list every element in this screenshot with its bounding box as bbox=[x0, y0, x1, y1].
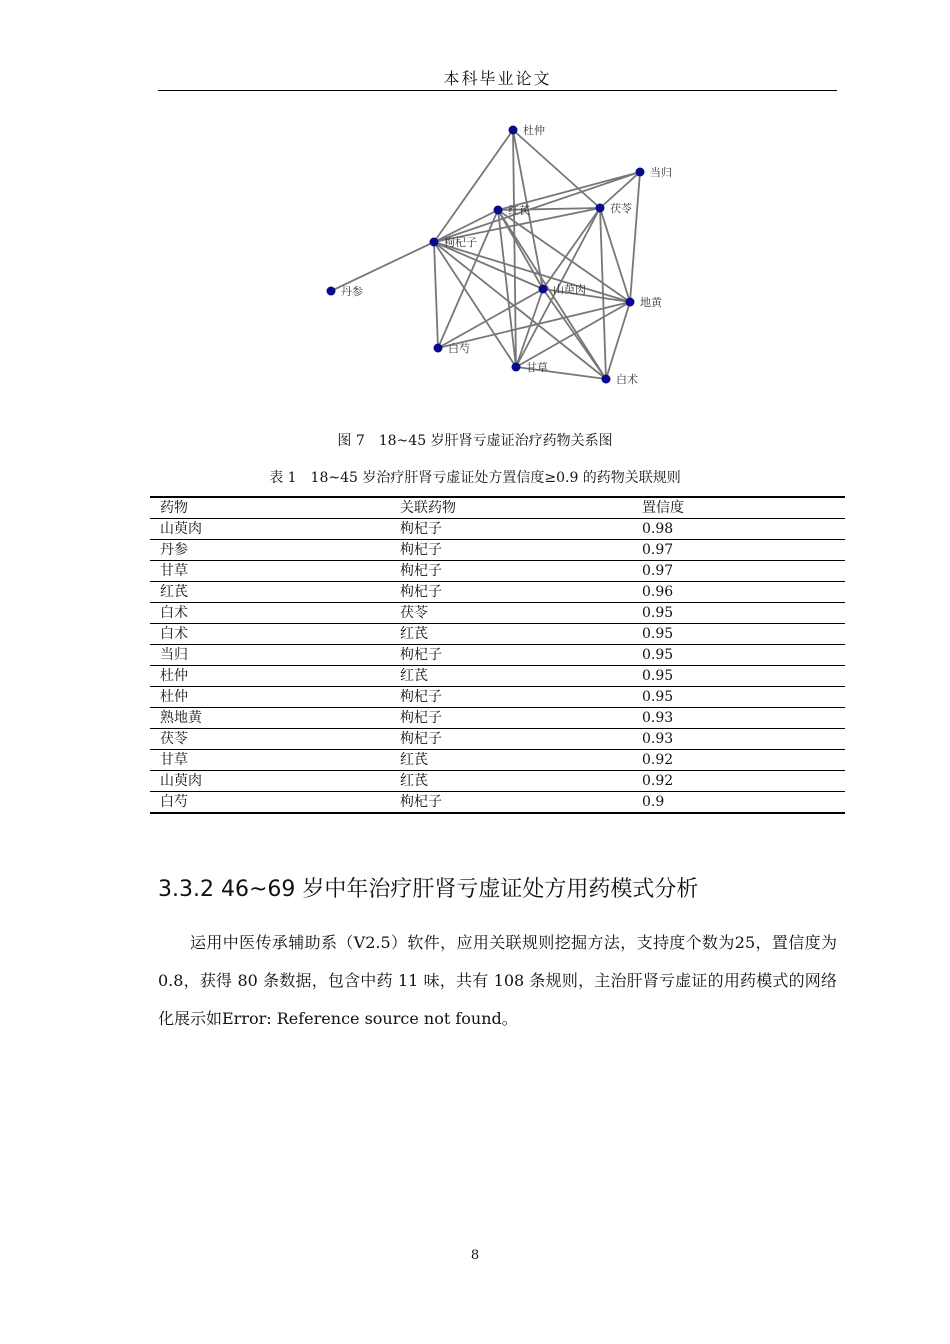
network-edge bbox=[434, 130, 513, 242]
network-node-label: 白芍 bbox=[448, 342, 470, 355]
network-node-label: 地黄 bbox=[640, 296, 662, 309]
table-row bbox=[150, 666, 845, 687]
table-row bbox=[150, 603, 845, 624]
cell-associated-herb: 茯苓 bbox=[390, 603, 632, 624]
cell-associated-herb: 枸杞子 bbox=[390, 708, 632, 729]
cell-herb: 甘草 bbox=[150, 750, 390, 771]
network-node-label: 丹参 bbox=[341, 285, 363, 298]
table-row bbox=[150, 750, 845, 771]
table-body bbox=[150, 519, 845, 814]
network-node bbox=[494, 206, 503, 215]
table-row bbox=[150, 645, 845, 666]
network-node-label: 当归 bbox=[650, 166, 672, 179]
cell-confidence: 0.95 bbox=[632, 666, 845, 687]
cell-confidence: 0.95 bbox=[632, 645, 845, 666]
cell-herb: 白术 bbox=[150, 603, 390, 624]
table-row bbox=[150, 540, 845, 561]
cell-herb: 茯苓 bbox=[150, 729, 390, 750]
table-row bbox=[150, 708, 845, 729]
network-edge bbox=[434, 242, 438, 348]
network-node-label: 甘草 bbox=[526, 361, 548, 374]
cell-associated-herb: 枸杞子 bbox=[390, 687, 632, 708]
cell-confidence: 0.92 bbox=[632, 750, 845, 771]
cell-associated-herb: 枸杞子 bbox=[390, 729, 632, 750]
cell-herb: 甘草 bbox=[150, 561, 390, 582]
table-row bbox=[150, 624, 845, 645]
network-edge bbox=[543, 208, 600, 289]
cell-associated-herb: 红芪 bbox=[390, 624, 632, 645]
network-edge bbox=[600, 208, 630, 302]
section-heading: 3.3.2 46~69 岁中年治疗肝肾亏虚证处方用药模式分析 bbox=[158, 877, 699, 902]
header-associated-herb: 关联药物 bbox=[390, 497, 632, 519]
network-node bbox=[512, 363, 521, 372]
table-row bbox=[150, 561, 845, 582]
table-row bbox=[150, 729, 845, 750]
cell-herb: 熟地黄 bbox=[150, 708, 390, 729]
cell-herb: 丹参 bbox=[150, 540, 390, 561]
cell-confidence: 0.98 bbox=[632, 519, 845, 540]
table-row bbox=[150, 792, 845, 814]
network-node bbox=[430, 238, 439, 247]
network-node-label: 茯苓 bbox=[610, 202, 632, 215]
network-edges bbox=[331, 130, 640, 379]
network-node bbox=[509, 126, 518, 135]
cell-confidence: 0.95 bbox=[632, 624, 845, 645]
network-node bbox=[626, 298, 635, 307]
header-confidence: 置信度 bbox=[632, 497, 845, 519]
cell-confidence: 0.93 bbox=[632, 729, 845, 750]
table-row bbox=[150, 687, 845, 708]
cell-associated-herb: 枸杞子 bbox=[390, 561, 632, 582]
table-header-row bbox=[150, 497, 845, 519]
running-header: 本科毕业论文 bbox=[443, 69, 552, 88]
network-node bbox=[434, 344, 443, 353]
network-edge bbox=[434, 242, 630, 302]
table-caption: 表 1 18~45 岁治疗肝肾亏虚证处方置信度≥0.9 的药物关联规则 bbox=[269, 470, 681, 486]
cell-confidence: 0.9 bbox=[632, 792, 845, 814]
figure-caption: 图 7 18~45 岁肝肾亏虚证治疗药物关系图 bbox=[337, 433, 613, 449]
cell-confidence: 0.97 bbox=[632, 540, 845, 561]
cell-herb: 当归 bbox=[150, 645, 390, 666]
cell-confidence: 0.97 bbox=[632, 561, 845, 582]
cell-associated-herb: 红芪 bbox=[390, 750, 632, 771]
network-node-label: 杜仲 bbox=[523, 124, 545, 137]
table-row bbox=[150, 519, 845, 540]
cell-herb: 红芪 bbox=[150, 582, 390, 603]
network-node bbox=[539, 285, 548, 294]
cell-associated-herb: 枸杞子 bbox=[390, 792, 632, 814]
network-node-label: 红芪 bbox=[508, 204, 530, 217]
cell-associated-herb: 枸杞子 bbox=[390, 540, 632, 561]
table-row bbox=[150, 582, 845, 603]
cell-herb: 山萸肉 bbox=[150, 519, 390, 540]
cell-confidence: 0.93 bbox=[632, 708, 845, 729]
cell-associated-herb: 红芪 bbox=[390, 666, 632, 687]
network-node bbox=[636, 168, 645, 177]
cell-confidence: 0.95 bbox=[632, 687, 845, 708]
body-paragraph: 运用中医传承辅助系（V2.5）软件，应用关联规则挖掘方法，支持度个数为25，置信度为 0.8，获得 80 条数据，包含中药 11 味，共有 108 条规则，主治肝肾亏虚证的用药模式的网络化展示如Error: Reference source not found。 bbox=[158, 933, 837, 1028]
cell-confidence: 0.96 bbox=[632, 582, 845, 603]
cell-herb: 杜仲 bbox=[150, 666, 390, 687]
table-row bbox=[150, 771, 845, 792]
network-node-label: 白术 bbox=[616, 373, 638, 386]
network-edge bbox=[331, 242, 434, 291]
association-rules-table bbox=[150, 496, 845, 814]
header-rule bbox=[158, 90, 837, 91]
cell-herb: 杜仲 bbox=[150, 687, 390, 708]
cell-associated-herb: 红芪 bbox=[390, 771, 632, 792]
page-number: 8 bbox=[470, 1248, 480, 1263]
cell-confidence: 0.95 bbox=[632, 603, 845, 624]
network-nodes bbox=[327, 123, 673, 386]
network-node-label: 枸杞子 bbox=[444, 236, 477, 249]
cell-associated-herb: 枸杞子 bbox=[390, 645, 632, 666]
network-node bbox=[327, 287, 336, 296]
network-edge bbox=[438, 289, 543, 348]
cell-confidence: 0.92 bbox=[632, 771, 845, 792]
cell-herb: 白术 bbox=[150, 624, 390, 645]
cell-associated-herb: 枸杞子 bbox=[390, 519, 632, 540]
cell-herb: 白芍 bbox=[150, 792, 390, 814]
network-edge bbox=[630, 172, 640, 302]
network-node bbox=[602, 375, 611, 384]
network-node bbox=[596, 204, 605, 213]
cell-associated-herb: 枸杞子 bbox=[390, 582, 632, 603]
network-edge bbox=[513, 130, 516, 367]
header-herb: 药物 bbox=[150, 497, 390, 519]
cell-herb: 山萸肉 bbox=[150, 771, 390, 792]
herb-network-graph bbox=[300, 110, 720, 400]
network-node-label: 山萸肉 bbox=[553, 283, 586, 296]
